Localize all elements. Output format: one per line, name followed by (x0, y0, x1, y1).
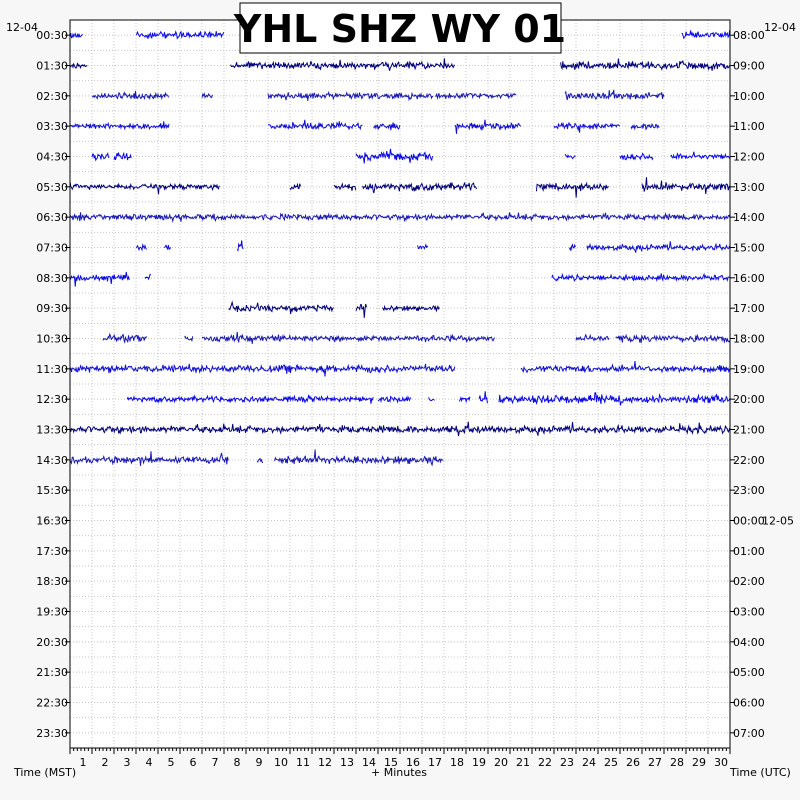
right-tick-label: 18:00 (733, 332, 765, 346)
left-tick-label: 15:30 (36, 484, 68, 498)
x-tick-label: 23 (560, 756, 574, 769)
chart-title: YHL SHZ WY 01 (233, 7, 567, 51)
right-tick-label: 16:00 (733, 271, 765, 285)
x-tick-label: 5 (167, 756, 175, 769)
x-tick-label: 28 (670, 756, 684, 769)
x-tick-label: 6 (189, 756, 197, 769)
right-tick-label: 23:00 (733, 484, 765, 498)
right-tick-label: 21:00 (733, 423, 765, 437)
x-tick-label: 21 (516, 756, 530, 769)
left-tick-label: 03:30 (36, 120, 68, 134)
date-change-label: 12-05 (762, 514, 794, 528)
x-tick-label: 19 (472, 756, 486, 769)
x-tick-label: 24 (582, 756, 596, 769)
x-tick-label: 29 (692, 756, 706, 769)
x-tick-label: 8 (233, 756, 241, 769)
x-tick-label: 22 (538, 756, 552, 769)
left-tick-label: 00:30 (36, 29, 68, 43)
right-tick-label: 09:00 (733, 59, 765, 73)
right-tick-label: 22:00 (733, 453, 765, 467)
right-tick-label: 14:00 (733, 211, 765, 225)
right-tick-label: 19:00 (733, 362, 765, 376)
x-tick-label: 20 (494, 756, 508, 769)
right-tick-label: 13:00 (733, 180, 765, 194)
x-tick-label: 2 (101, 756, 109, 769)
x-tick-label: 1 (79, 756, 87, 769)
right-tick-label: 01:00 (733, 544, 765, 558)
left-tick-label: 22:30 (36, 696, 68, 710)
x-tick-label: 3 (123, 756, 131, 769)
left-tick-label: 20:30 (36, 635, 68, 649)
left-tick-label: 05:30 (36, 180, 68, 194)
left-tick-label: 07:30 (36, 241, 68, 255)
left-tick-label: 06:30 (36, 211, 68, 225)
right-tick-label: 10:00 (733, 89, 765, 103)
left-tick-label: 23:30 (36, 726, 68, 740)
left-tick-label: 18:30 (36, 575, 68, 589)
left-tick-label: 10:30 (36, 332, 68, 346)
right-tick-label: 17:00 (733, 302, 765, 316)
x-tick-label: 17 (428, 756, 442, 769)
right-tick-label: 03:00 (733, 605, 765, 619)
left-tick-label: 13:30 (36, 423, 68, 437)
left-tick-label: 01:30 (36, 59, 68, 73)
right-tick-label: 04:00 (733, 635, 765, 649)
right-tick-label: 00:00 (733, 514, 765, 528)
left-tick-label: 12:30 (36, 393, 68, 407)
left-tick-label: 04:30 (36, 150, 68, 164)
left-tick-label: 14:30 (36, 453, 68, 467)
x-tick-label: 12 (318, 756, 332, 769)
x-tick-label: 7 (211, 756, 219, 769)
left-tick-label: 09:30 (36, 302, 68, 316)
right-tick-label: 07:00 (733, 726, 765, 740)
right-tick-label: 15:00 (733, 241, 765, 255)
left-tick-label: 16:30 (36, 514, 68, 528)
x-tick-label: 9 (255, 756, 263, 769)
left-tick-label: 17:30 (36, 544, 68, 558)
right-axis-label: Time (UTC) (730, 766, 791, 779)
x-tick-label: 30 (714, 756, 728, 769)
x-tick-label: 25 (604, 756, 618, 769)
right-tick-label: 08:00 (733, 29, 765, 43)
x-tick-label: 14 (362, 756, 376, 769)
x-tick-label: 18 (450, 756, 464, 769)
right-date-label: 12-04 (764, 21, 796, 34)
left-tick-label: 08:30 (36, 271, 68, 285)
left-tick-label: 21:30 (36, 666, 68, 680)
left-date-label: 12-04 (6, 21, 38, 34)
x-tick-label: 26 (626, 756, 640, 769)
right-tick-label: 12:00 (733, 150, 765, 164)
right-tick-label: 05:00 (733, 666, 765, 680)
x-tick-label: 4 (145, 756, 153, 769)
x-tick-label: 11 (296, 756, 310, 769)
left-tick-label: 11:30 (36, 362, 68, 376)
x-tick-label: 27 (648, 756, 662, 769)
x-tick-label: 13 (340, 756, 354, 769)
x-axis-label: + Minutes (370, 766, 428, 779)
right-tick-label: 20:00 (733, 393, 765, 407)
left-tick-label: 19:30 (36, 605, 68, 619)
x-tick-label: 16 (406, 756, 420, 769)
left-axis-label: Time (MST) (14, 766, 77, 779)
x-tick-label: 10 (274, 756, 288, 769)
x-tick-label: 15 (384, 756, 398, 769)
right-tick-label: 06:00 (733, 696, 765, 710)
left-tick-label: 02:30 (36, 89, 68, 103)
right-tick-label: 02:00 (733, 575, 765, 589)
right-tick-label: 11:00 (733, 120, 765, 134)
